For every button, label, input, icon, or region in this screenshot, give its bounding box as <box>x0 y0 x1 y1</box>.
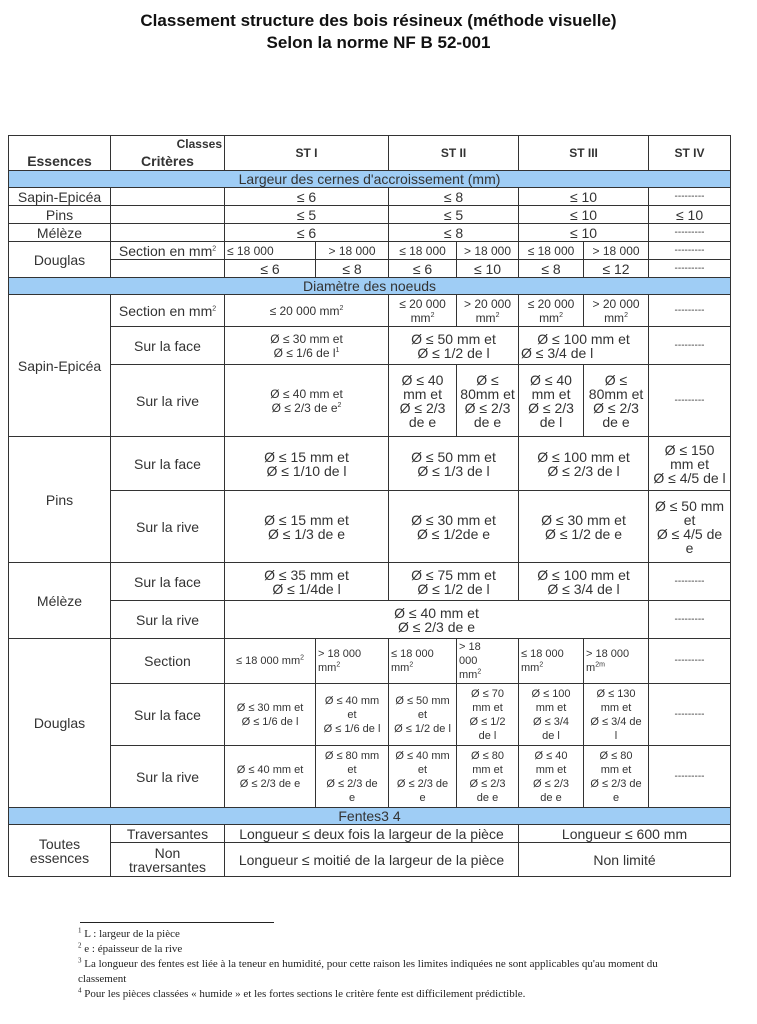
cell: --------- <box>649 601 731 639</box>
cell: Ø ≤ 50 mm et Ø ≤ 1/2 de l <box>389 684 457 746</box>
table-row <box>9 437 731 491</box>
header-st3: ST III <box>519 136 649 171</box>
cell: Ø ≤ 30 mm et Ø ≤ 1/2de e <box>389 491 519 563</box>
section-noeuds: Diamètre des noeuds <box>9 278 731 295</box>
section-cernes: Largeur des cernes d'accroissement (mm) <box>9 171 731 188</box>
cell: Ø ≤ 80mm et Ø ≤ 2/3 de e <box>584 365 649 437</box>
essence-label: Toutes essences <box>9 825 111 877</box>
table-row <box>9 206 731 224</box>
cell: ≤ 20 000 $mm^2$ <box>519 295 584 327</box>
table-row <box>9 746 731 808</box>
cell: Ø ≤ 70 mm et Ø ≤ 1/2 de l <box>457 684 519 746</box>
cell: --------- <box>649 365 731 437</box>
table-row <box>9 563 731 601</box>
table-row <box>9 365 731 437</box>
cell: ≤ 6 <box>225 224 389 242</box>
table-row <box>9 260 731 278</box>
table-row <box>9 242 731 260</box>
cell: > 20 000 $mm^2$ <box>457 295 519 327</box>
cell: Ø ≤ 50 mm et Ø ≤ 4/5 de e <box>649 491 731 563</box>
cell: ≤ 6 <box>389 260 457 278</box>
cell: ≤ 5 <box>389 206 519 224</box>
cell: Ø ≤ 50 mm et Ø ≤ 1/3 de l <box>389 437 519 491</box>
cell: ≤ 20 000 $mm^2$ <box>389 295 457 327</box>
cell: Ø ≤ 40 mm et Ø ≤ 2/3 de e <box>225 746 316 808</box>
critere-label: Section en $mm^2$ <box>111 295 225 327</box>
header-criteres: Critères <box>111 153 225 171</box>
critere-label: Sur la face <box>111 684 225 746</box>
cell: ≤ 8 <box>389 188 519 206</box>
cell: ≤ 10 <box>519 188 649 206</box>
cell: Ø ≤ 100 mm et Ø ≤ 3/4 de l <box>519 684 584 746</box>
cell: ≤ 5 <box>225 206 389 224</box>
cell: Longueur ≤ deux fois la largeur de la pièce <box>225 825 519 843</box>
cell: > 18 000 $mm^2$ <box>457 639 519 684</box>
table-row <box>9 639 731 684</box>
critere-label: Sur la rive <box>111 491 225 563</box>
critere-label: Traversantes <box>111 825 225 843</box>
cell: Non limité <box>519 843 731 877</box>
cell: Ø ≤ 75 mm et Ø ≤ 1/2 de l <box>389 563 519 601</box>
table-row <box>9 491 731 563</box>
cell: Ø ≤ 40 mm et Ø ≤ 2/3 de $e^2$ <box>225 365 389 437</box>
footnote: $^3$ La longueur des fentes est liée à la teneur en humidité, pour cette raison les limites indiquées ne sont applicables qu'au moment du classement <box>78 956 658 985</box>
essence-label: Sapin-Epicéa <box>9 295 111 437</box>
cell: ≤ 18 000 <box>389 242 457 260</box>
cell: > 20 000 $mm^2$ <box>584 295 649 327</box>
cell: ≤ 6 <box>225 188 389 206</box>
essence-label: Sapin-Epicéa <box>9 188 111 206</box>
cell: Ø ≤ 15 mm et Ø ≤ 1/10 de l <box>225 437 389 491</box>
table-row <box>9 684 731 746</box>
cell: Ø ≤ 80 mm et Ø ≤ 2/3 de e <box>316 746 389 808</box>
cell: --------- <box>649 295 731 327</box>
cell: ≤ 10 <box>519 206 649 224</box>
critere-label: Sur la face <box>111 437 225 491</box>
header-row <box>9 136 731 153</box>
cell: Ø ≤ 30 mm et Ø ≤ 1/6 de l <box>225 684 316 746</box>
essence-label: Pins <box>9 437 111 563</box>
cell: > 18 000 <box>457 242 519 260</box>
cell: > 18 000 <box>584 242 649 260</box>
cell: --------- <box>649 242 731 260</box>
header-essences: Essences <box>9 153 111 171</box>
section-row <box>9 278 731 295</box>
cell: ≤ 18 000 $mm^2$ <box>519 639 584 684</box>
cell: Ø ≤ 30 mm et Ø ≤ 1/2 de e <box>519 491 649 563</box>
cell: Ø ≤ 15 mm et Ø ≤ 1/3 de e <box>225 491 389 563</box>
section-fentes: Fentes3 4 <box>9 808 731 825</box>
cell: --------- <box>649 224 731 242</box>
cell: ≤ 8 <box>316 260 389 278</box>
critere-label: Sur la face <box>111 327 225 365</box>
cell: Ø ≤ 80mm et Ø ≤ 2/3 de e <box>457 365 519 437</box>
cell: Ø ≤ 40 mm et Ø ≤ 2/3 de e <box>389 746 457 808</box>
cell: Ø ≤ 35 mm et Ø ≤ 1/4de l <box>225 563 389 601</box>
cell: --------- <box>649 746 731 808</box>
footnote: $^2$ e : épaisseur de la rive <box>78 941 183 955</box>
cell: Ø ≤ 40 mm et Ø ≤ 2/3 de l <box>519 365 584 437</box>
document-title <box>0 10 757 54</box>
cell: --------- <box>649 639 731 684</box>
critere-label: Sur la rive <box>111 746 225 808</box>
table-row <box>9 601 731 639</box>
cell: Ø ≤ 130 mm et Ø ≤ 3/4 de l <box>584 684 649 746</box>
cell: Ø ≤ 100 mm et Ø ≤ 3/4 de l <box>519 563 649 601</box>
essence-label: Douglas <box>9 242 111 278</box>
critere-label: Sur la face <box>111 563 225 601</box>
cell: Ø ≤ 40 mm et Ø ≤ 1/6 de l <box>316 684 389 746</box>
cell: Ø ≤ 100 mm et Ø ≤ 3/4 de l <box>519 327 649 365</box>
essence-label: Mélèze <box>9 563 111 639</box>
cell: > 18 000 $m^{2m}$ <box>584 639 649 684</box>
table-row <box>9 825 731 843</box>
table-row <box>9 295 731 327</box>
header-st1: ST I <box>225 136 389 171</box>
table-row <box>9 224 731 242</box>
cell: ≤ 18 000 <box>225 242 316 260</box>
cell: Ø ≤ 150 mm et Ø ≤ 4/5 de l <box>649 437 731 491</box>
header-st2: ST II <box>389 136 519 171</box>
essence-label: Douglas <box>9 639 111 808</box>
cell: ≤ 10 <box>649 206 731 224</box>
cell: > 18 000 <box>316 242 389 260</box>
cell: ≤ 18 000 <box>519 242 584 260</box>
footnote: $^4$ Pour les pièces classées « humide » et les fortes sections le critère fente est difficilement prédictible. <box>78 986 526 1000</box>
cell: Ø ≤ 50 mm et Ø ≤ 1/2 de l <box>389 327 519 365</box>
cell: ≤ 6 <box>225 260 316 278</box>
cell: Ø ≤ 40 mm et Ø ≤ 2/3 de e <box>225 601 649 639</box>
cell: ≤ 10 <box>457 260 519 278</box>
title-line-1: Classement structure des bois résineux (méthode visuelle) <box>140 11 617 30</box>
cell: > 18 000 $mm^2$ <box>316 639 389 684</box>
critere-label: Sur la rive <box>111 601 225 639</box>
cell: ≤ 10 <box>519 224 649 242</box>
cell: Ø ≤ 40 mm et Ø ≤ 2/3 de e <box>519 746 584 808</box>
footnotes <box>78 927 678 1002</box>
cell: Ø ≤ 30 mm et Ø ≤ 1/6 de $l^1$ <box>225 327 389 365</box>
cell: --------- <box>649 327 731 365</box>
footnote: $^1$ L : largeur de la pièce <box>78 926 180 940</box>
footnote-separator <box>80 922 274 923</box>
cell: Longueur ≤ moitié de la largeur de la pièce <box>225 843 519 877</box>
cell: ≤ 18 000 $mm^2$ <box>389 639 457 684</box>
cell: ≤ 12 <box>584 260 649 278</box>
cell: ≤ 18 000 $mm^2$ <box>225 639 316 684</box>
critere-label: Sur la rive <box>111 365 225 437</box>
cell: Ø ≤ 80 mm et Ø ≤ 2/3 de e <box>584 746 649 808</box>
header-classes: Classes <box>111 136 225 153</box>
critere-label: Section en $mm^2$ <box>111 242 225 260</box>
critere-label: Section <box>111 639 225 684</box>
title-line-2: Selon la norme NF B 52-001 <box>266 33 491 52</box>
cell: --------- <box>649 260 731 278</box>
cell: Ø ≤ 100 mm et Ø ≤ 2/3 de l <box>519 437 649 491</box>
section-row <box>9 808 731 825</box>
section-row <box>9 171 731 188</box>
cell: --------- <box>649 188 731 206</box>
header-st4: ST IV <box>649 136 731 171</box>
cell: Longueur ≤ 600 mm <box>519 825 731 843</box>
cell: Ø ≤ 80 mm et Ø ≤ 2/3 de e <box>457 746 519 808</box>
cell: ≤ 8 <box>519 260 584 278</box>
cell: --------- <box>649 563 731 601</box>
cell: ≤ 20 000 $mm^2$ <box>225 295 389 327</box>
critere-label: Non traversantes <box>111 843 225 877</box>
cell: ≤ 8 <box>389 224 519 242</box>
table-row <box>9 327 731 365</box>
grading-table <box>8 135 731 877</box>
essence-label: Mélèze <box>9 224 111 242</box>
table-row <box>9 843 731 877</box>
essence-label: Pins <box>9 206 111 224</box>
cell: Ø ≤ 40 mm et Ø ≤ 2/3 de e <box>389 365 457 437</box>
cell: --------- <box>649 684 731 746</box>
table-row <box>9 188 731 206</box>
